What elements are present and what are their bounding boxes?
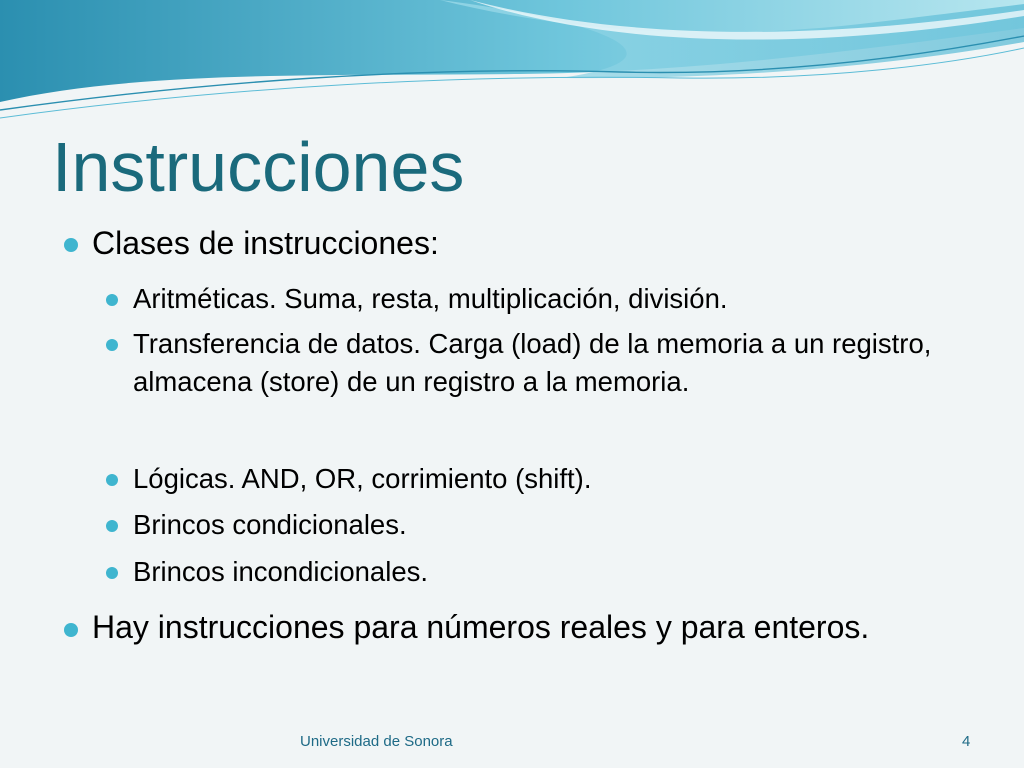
subbullet-aritmeticas: Aritméticas. Suma, resta, multiplicación, división. bbox=[133, 283, 728, 314]
subbullet-brincos-incondicionales: Brincos incondicionales. bbox=[133, 556, 429, 587]
header-wave-decoration bbox=[0, 0, 1024, 130]
bullet-icon bbox=[106, 474, 118, 486]
bullet-clases-de-instrucciones: Clases de instrucciones: bbox=[92, 225, 439, 261]
bullet-icon bbox=[106, 294, 118, 306]
bullet-icon bbox=[106, 567, 118, 579]
bullet-icon bbox=[106, 520, 118, 532]
bullet-icon bbox=[64, 623, 78, 637]
bullet-icon bbox=[64, 238, 78, 252]
subbullet-transferencia-de-datos: Transferencia de datos. Carga (load) de la memoria a un registro, almacena (store) de un registro a la memoria. bbox=[133, 328, 932, 397]
footer-text: Universidad de Sonora bbox=[300, 733, 453, 750]
slide-number: 4 bbox=[962, 733, 971, 750]
bullet-numeros-reales-y-enteros: Hay instrucciones para números reales y para enteros. bbox=[92, 609, 870, 645]
subbullet-logicas: Lógicas. AND, OR, corrimiento (shift). bbox=[133, 463, 592, 494]
bullet-icon bbox=[106, 339, 118, 351]
subbullet-brincos-condicionales: Brincos condicionales. bbox=[133, 509, 407, 540]
slide-title: Instrucciones bbox=[52, 128, 465, 206]
